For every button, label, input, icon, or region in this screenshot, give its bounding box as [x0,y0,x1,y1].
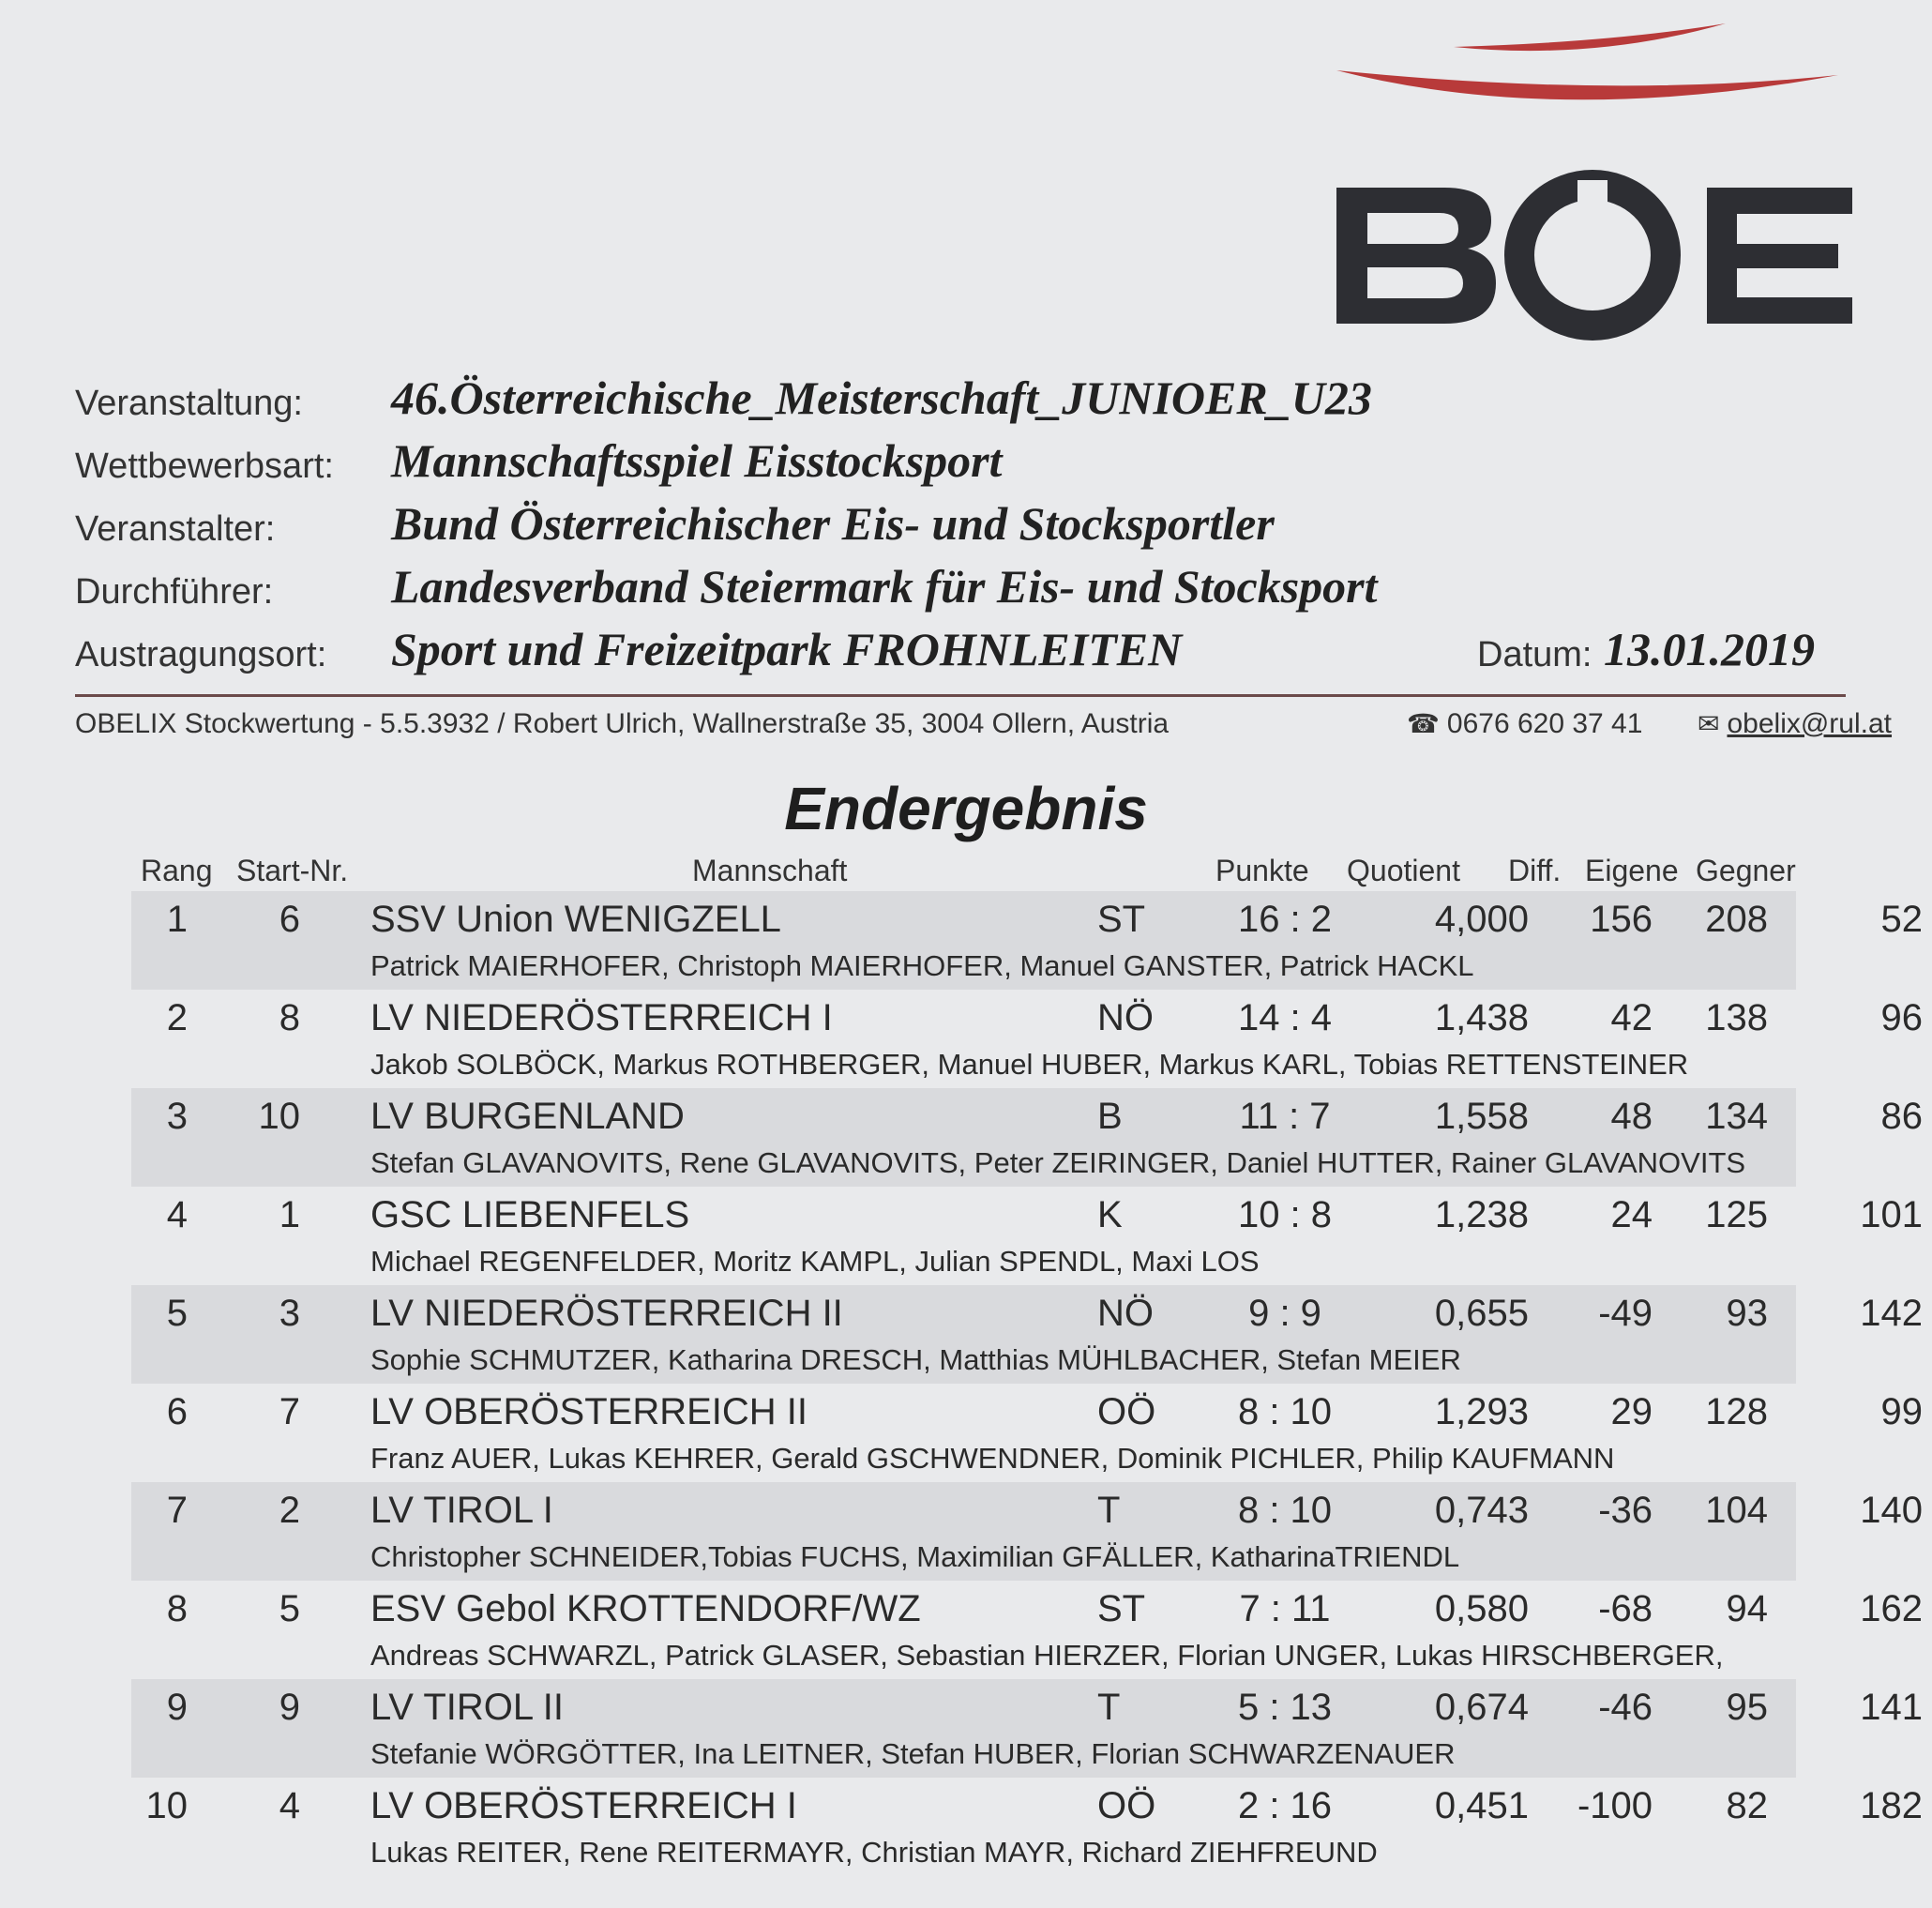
rang-cell: 7 [166,1490,188,1531]
column-header-team: Mannschaft [692,854,848,887]
team-cell: LV BURGENLAND [370,1096,685,1137]
phone-number: 0676 620 37 41 [1446,708,1643,739]
table-row [131,1778,1923,1876]
diff-cell: -100 [1577,1785,1653,1826]
info-row-durchfuehrer [75,559,1857,622]
land-cell: OÖ [1097,1785,1156,1826]
punkte-cell: 10 : 8 [1237,1194,1333,1235]
start-cell: 3 [279,1293,300,1334]
footer-phone [1407,708,1642,740]
table-row [131,1187,1923,1285]
datum-label: Datum: [1477,635,1592,674]
diff-cell: 24 [1610,1194,1653,1235]
table-row [131,990,1923,1088]
divider [75,694,1846,697]
results-table [131,891,1923,1876]
quotient-cell: 0,580 [1434,1588,1529,1629]
land-cell: T [1097,1687,1121,1728]
info-value: Mannschaftsspiel Eisstocksport [391,434,1003,487]
diff-cell: 48 [1610,1096,1653,1137]
eigene-cell: 104 [1705,1490,1768,1531]
table-row [131,1581,1923,1679]
start-cell: 8 [279,997,300,1038]
info-value: Sport und Freizeitpark FROHNLEITEN [391,623,1183,675]
quotient-cell: 1,438 [1434,997,1529,1038]
team-members: Franz AUER, Lukas KEHRER, Gerald GSCHWENDNER, Dominik PICHLER, Philip KAUFMANN [370,1442,1615,1475]
land-cell: ST [1097,1588,1146,1629]
table-row [131,1384,1923,1482]
rang-cell: 9 [166,1687,188,1728]
info-value: 46.Österreichische_Meisterschaft_JUNIOER_U23 [391,371,1372,424]
column-header-rang: Rang [141,854,213,887]
team-cell: LV TIROL I [370,1490,553,1531]
column-header-eigene: Eigene [1585,854,1679,887]
land-cell: T [1097,1490,1121,1531]
team-cell: LV NIEDERÖSTERREICH II [370,1293,843,1334]
info-label: Austragungsort: [75,635,327,674]
gegner-cell: 96 [1880,997,1923,1038]
start-cell: 5 [279,1588,300,1629]
quotient-cell: 1,293 [1434,1391,1529,1432]
event-info [75,371,1857,685]
team-cell: LV OBERÖSTERREICH I [370,1785,797,1826]
team-cell: LV TIROL II [370,1687,564,1728]
column-header-diff: Diff. [1508,854,1562,887]
eigene-cell: 82 [1726,1785,1768,1826]
rang-cell: 1 [166,899,188,940]
quotient-cell: 0,743 [1434,1490,1529,1531]
team-members: Stefanie WÖRGÖTTER, Ina LEITNER, Stefan HUBER, Florian SCHWARZENAUER [370,1737,1456,1770]
eigene-cell: 208 [1705,899,1768,940]
punkte-cell: 8 : 10 [1237,1391,1333,1432]
gegner-cell: 162 [1860,1588,1923,1629]
diff-cell: -49 [1598,1293,1653,1334]
rang-cell: 10 [145,1785,188,1826]
team-members: Christopher SCHNEIDER,Tobias FUCHS, Maximilian GFÄLLER, KatharinaTRIENDL [370,1540,1460,1573]
table-row [131,1285,1923,1384]
land-cell: ST [1097,899,1146,940]
start-cell: 7 [279,1391,300,1432]
info-value: Landesverband Steiermark für Eis- und Stocksport [391,560,1378,613]
punkte-cell: 16 : 2 [1237,899,1333,940]
quotient-cell: 1,238 [1434,1194,1529,1235]
diff-cell: 29 [1610,1391,1653,1432]
punkte-cell: 11 : 7 [1239,1096,1331,1137]
rang-cell: 8 [166,1588,188,1629]
diff-cell: 156 [1590,899,1653,940]
rang-cell: 6 [166,1391,188,1432]
eigene-cell: 125 [1705,1194,1768,1235]
land-cell: OÖ [1097,1391,1156,1432]
gegner-cell: 140 [1860,1490,1923,1531]
quotient-cell: 1,558 [1434,1096,1529,1137]
eigene-cell: 93 [1726,1293,1768,1334]
gegner-cell: 182 [1860,1785,1923,1826]
team-members: Stefan GLAVANOVITS, Rene GLAVANOVITS, Peter ZEIRINGER, Daniel HUTTER, Rainer GLAVANOVITS [370,1146,1746,1179]
team-members: Michael REGENFELDER, Moritz KAMPL, Julian SPENDL, Maxi LOS [370,1245,1260,1278]
land-cell: K [1097,1194,1123,1235]
table-row [131,1679,1923,1778]
gegner-cell: 99 [1880,1391,1923,1432]
quotient-cell: 4,000 [1434,899,1529,940]
land-cell: B [1097,1096,1123,1137]
info-value: Bund Österreichischer Eis- und Stocksportler [391,497,1275,550]
page-title: Endergebnis [784,775,1148,842]
land-cell: NÖ [1097,997,1154,1038]
diff-cell: -46 [1598,1687,1653,1728]
team-cell: LV OBERÖSTERREICH II [370,1391,808,1432]
punkte-cell: 5 : 13 [1237,1687,1333,1728]
boe-logo [1332,19,1857,338]
start-cell: 9 [279,1687,300,1728]
column-header-punkte: Punkte [1215,854,1309,887]
start-cell: 4 [279,1785,300,1826]
eigene-cell: 128 [1705,1391,1768,1432]
team-cell: SSV Union WENIGZELL [370,899,781,940]
rang-cell: 4 [166,1194,188,1235]
table-row [131,1088,1923,1187]
punkte-cell: 9 : 9 [1248,1293,1321,1334]
quotient-cell: 0,451 [1434,1785,1529,1826]
gegner-cell: 52 [1880,899,1923,940]
punkte-cell: 2 : 16 [1237,1785,1333,1826]
column-header-start: Start-Nr. [236,854,349,887]
start-cell: 1 [279,1194,300,1235]
info-label: Veranstaltung: [75,384,303,423]
diff-cell: 42 [1610,997,1653,1038]
start-cell: 2 [279,1490,300,1531]
gegner-cell: 142 [1860,1293,1923,1334]
diff-cell: -36 [1598,1490,1653,1531]
team-members: Sophie SCHMUTZER, Katharina DRESCH, Matthias MÜHLBACHER, Stefan MEIER [370,1343,1461,1376]
phone-icon: ☎ [1407,709,1440,738]
land-cell: NÖ [1097,1293,1154,1334]
quotient-cell: 0,674 [1434,1687,1529,1728]
column-header-gegner: Gegner [1696,854,1796,887]
info-label: Wettbewerbsart: [75,447,334,486]
start-cell: 10 [258,1096,300,1137]
gegner-cell: 86 [1880,1096,1923,1137]
rang-cell: 5 [166,1293,188,1334]
rang-cell: 2 [166,997,188,1038]
punkte-cell: 8 : 10 [1237,1490,1333,1531]
quotient-cell: 0,655 [1434,1293,1529,1334]
punkte-cell: 7 : 11 [1239,1588,1331,1629]
info-row-austragungsort [75,622,1857,685]
datum-value: 13.01.2019 [1604,623,1815,675]
info-label: Veranstalter: [75,509,276,549]
team-members: Patrick MAIERHOFER, Christoph MAIERHOFER, Manuel GANSTER, Patrick HACKL [370,949,1474,982]
rang-cell: 3 [166,1096,188,1137]
start-cell: 6 [279,899,300,940]
team-members: Andreas SCHWARZL, Patrick GLASER, Sebastian HIERZER, Florian UNGER, Lukas HIRSCHBERGER, [370,1639,1724,1672]
gegner-cell: 101 [1860,1194,1923,1235]
footer-contact [75,708,1893,746]
eigene-cell: 134 [1705,1096,1768,1137]
table-row [131,1482,1923,1581]
team-members: Lukas REITER, Rene REITERMAYR, Christian MAYR, Richard ZIEHFREUND [370,1836,1378,1869]
team-cell: LV NIEDERÖSTERREICH I [370,997,833,1038]
footer-mail [1698,708,1892,740]
team-cell: GSC LIEBENFELS [370,1194,690,1235]
eigene-cell: 95 [1726,1687,1768,1728]
team-cell: ESV Gebol KROTTENDORF/WZ [370,1588,921,1629]
eigene-cell: 138 [1705,997,1768,1038]
email-link[interactable]: obelix@rul.at [1727,708,1893,739]
column-header-quotient: Quotient [1347,854,1460,887]
info-row-veranstalter [75,496,1857,559]
gegner-cell: 141 [1860,1687,1923,1728]
envelope-icon: ✉ [1698,709,1720,738]
eigene-cell: 94 [1726,1588,1768,1629]
punkte-cell: 14 : 4 [1237,997,1333,1038]
footer-org: OBELIX Stockwertung - 5.5.3932 / Robert Ulrich, Wallnerstraße 35, 3004 Ollern, Austria [75,708,1170,739]
info-row-wettbewerbsart [75,433,1857,496]
team-members: Jakob SOLBÖCK, Markus ROTHBERGER, Manuel HUBER, Markus KARL, Tobias RETTENSTEINER [370,1048,1689,1081]
info-label: Durchführer: [75,572,274,612]
info-row-veranstaltung [75,371,1857,433]
diff-cell: -68 [1598,1588,1653,1629]
table-row [131,891,1923,990]
